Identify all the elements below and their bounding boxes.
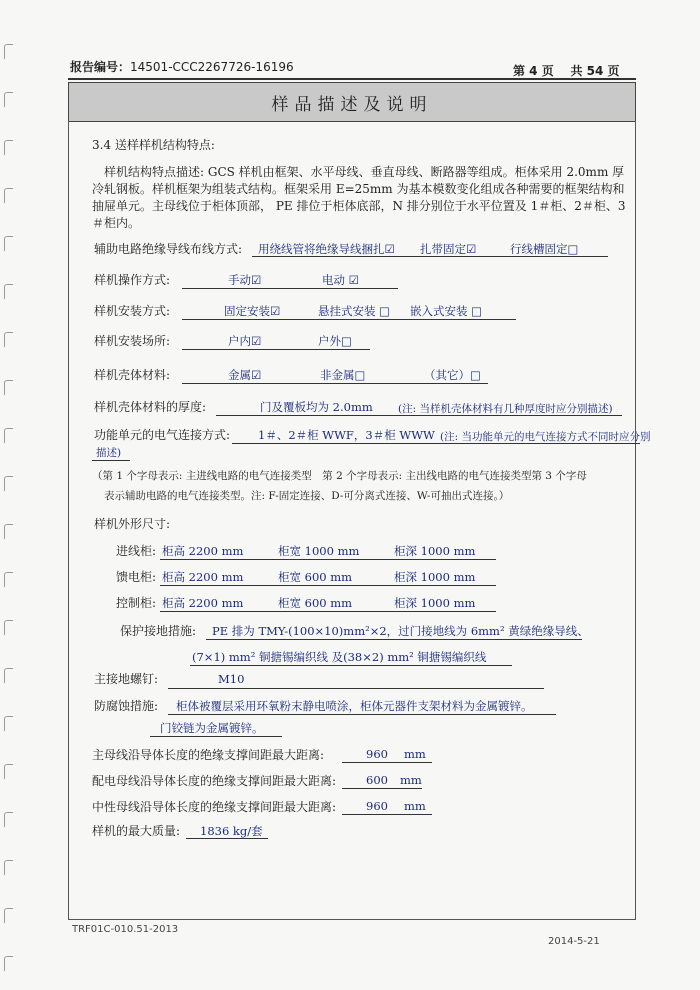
wiring-label: 辅助电路绝缘导线布线方式: [94,242,243,256]
connection-note-cont: 描述) [96,447,122,459]
dimensions-label: 样机外形尺寸: [94,517,171,531]
section-heading: 3.4 送样样机结构特点: [92,138,215,152]
connection-note: (注: 当功能单元的电气连接方式不同时应分别 [440,431,651,443]
grounding-underline [206,639,582,640]
distance-main-value: 960 [366,747,388,761]
site-underline [182,349,370,350]
grounding-underline-2 [190,665,512,666]
bolt-underline [168,688,544,689]
distance-dist-value: 600 [366,773,388,787]
site-indoor: 户内☑ [228,334,262,348]
wiring-option-conduit: 用绕线管将绝缘导线捆扎☑ [258,242,395,256]
operation-electric: 电动 ☑ [322,273,359,287]
operation-underline [182,288,398,289]
page-total: 共 54 页 [570,64,620,78]
material-other: （其它）□ [424,368,481,382]
distance-main-label: 主母线沿导体长度的绝缘支撑间距最大距离: [92,748,325,762]
bolt-value: M10 [218,672,245,686]
dim-feeder-height: 柜高 2200 mm [162,570,244,584]
thickness-note: (注: 当样机壳体材料有几种厚度时应分别描述) [398,403,613,415]
bolt-label: 主接地螺钉: [94,672,159,686]
install-embedded: 嵌入式安装 □ [410,304,483,318]
grounding-label: 保护接地措施: [120,624,197,638]
letter-note-line1: （第 1 个字母表示: 主进线电路的电气连接类型 第 2 个字母表示: 主出线电路的电气连接类型第 3 个字母 [92,470,587,482]
report-date: 2014-5-21 [548,936,600,947]
dim-row-feeder-name: 馈电柜: [116,570,157,584]
dim-incoming-width: 柜宽 1000 mm [278,544,360,558]
site-label: 样机安装场所: [94,334,171,348]
install-wall: 悬挂式安装 □ [318,304,391,318]
dim-row-control-underline [160,611,496,612]
distance-neutral-value: 960 [366,799,388,813]
connection-label: 功能单元的电气连接方式: [94,428,231,442]
connection-underline-2 [92,460,130,461]
page-number [513,62,620,79]
distance-neutral-label: 中性母线沿导体长度的绝缘支撑间距最大距离: [92,800,337,814]
anticorrosion-underline [168,714,556,715]
distance-main-unit: mm [404,747,426,761]
thickness-label: 样机壳体材料的厚度: [94,400,207,414]
material-metal: 金属☑ [228,368,262,382]
distance-neutral-unit: mm [404,799,426,813]
dim-incoming-depth: 柜深 1000 mm [394,544,476,558]
grounding-line2: (7×1) mm² 铜搪锡编织线 及(38×2) mm² 铜搪锡编织线 [192,650,487,664]
distance-neutral-underline [342,814,432,815]
mass-value: 1836 kg/套 [200,824,263,838]
structure-description: 样机结构特点描述: GCS 样机由框架、水平母线、垂直母线、断路器等组成。柜体采用 2.0mm 厚冷轧钢板。样机框架为组装式结构。框架采用 E=25mm 为基本模数变化组成各种需要的框架结构和抽屉单元。主母线位于柜体顶部， PE 排位于柜体底部，N 排分别位于水平位置及 1＃柜、2＃柜、3＃柜内。 [92,165,626,230]
distance-dist-label: 配电母线沿导体长度的绝缘支撑间距最大距离: [92,774,337,788]
wiring-option-trunking: 行线槽固定□ [510,242,579,256]
letter-note-line2: 表示辅助电路的电气连接类型。注: F-固定连接、D-可分离式连接、W-可抽出式连接。） [104,490,510,502]
anticorrosion-label: 防腐蚀措施: [94,699,159,713]
dim-control-height: 柜高 2200 mm [162,596,244,610]
wiring-option-tie: 扎带固定☑ [420,242,477,256]
form-number: TRF01C-010.51-2013 [72,924,179,935]
anticorrosion-line2: 门铰链为金属镀锌。 [160,721,264,735]
install-fixed: 固定安装☑ [224,304,281,318]
material-underline [182,383,488,384]
thickness-value: 门及覆板均为 2.0mm [260,400,373,414]
distance-main-underline [342,762,432,763]
report-number-label: 报告编号： [70,60,131,74]
dim-control-depth: 柜深 1000 mm [394,596,476,610]
page-title: 样品描述及说明 [68,82,636,122]
install-label: 样机安装方式: [94,304,171,318]
operation-label: 样机操作方式: [94,273,171,287]
page-current: 第 4 页 [513,64,554,78]
anticorrosion-line1: 柜体被覆层采用环氧粉末静电喷涂，柜体元器件支架材料为金属镀锌。 [176,699,533,713]
dim-control-width: 柜宽 600 mm [278,596,353,610]
grounding-line1: PE 排为 TMY-(100×10)mm²×2，过门接地线为 6mm² 黄绿绝缘导线、 [212,624,589,638]
dim-feeder-width: 柜宽 600 mm [278,570,353,584]
site-outdoor: 户外□ [318,334,352,348]
operation-manual: 手动☑ [228,273,262,287]
dim-row-incoming-underline [160,559,496,560]
dim-row-feeder-underline [160,585,496,586]
install-underline [182,319,516,320]
material-nonmetal: 非金属□ [320,368,366,382]
dim-row-incoming-name: 进线柜: [116,544,157,558]
dim-row-control-name: 控制柜: [116,596,157,610]
material-label: 样机壳体材料: [94,368,171,382]
mass-label: 样机的最大质量: [92,824,181,838]
report-number [70,58,294,75]
binding-holes [0,0,14,990]
header-rule [68,78,636,80]
report-number-value: 14501-CCC2267726-16196 [130,60,294,74]
distance-dist-unit: mm [400,773,422,787]
anticorrosion-underline-2 [150,736,282,737]
dim-feeder-depth: 柜深 1000 mm [394,570,476,584]
dim-incoming-height: 柜高 2200 mm [162,544,244,558]
connection-value: 1＃、2＃柜 WWF，3＃柜 WWW [258,428,435,442]
distance-dist-underline [342,788,422,789]
